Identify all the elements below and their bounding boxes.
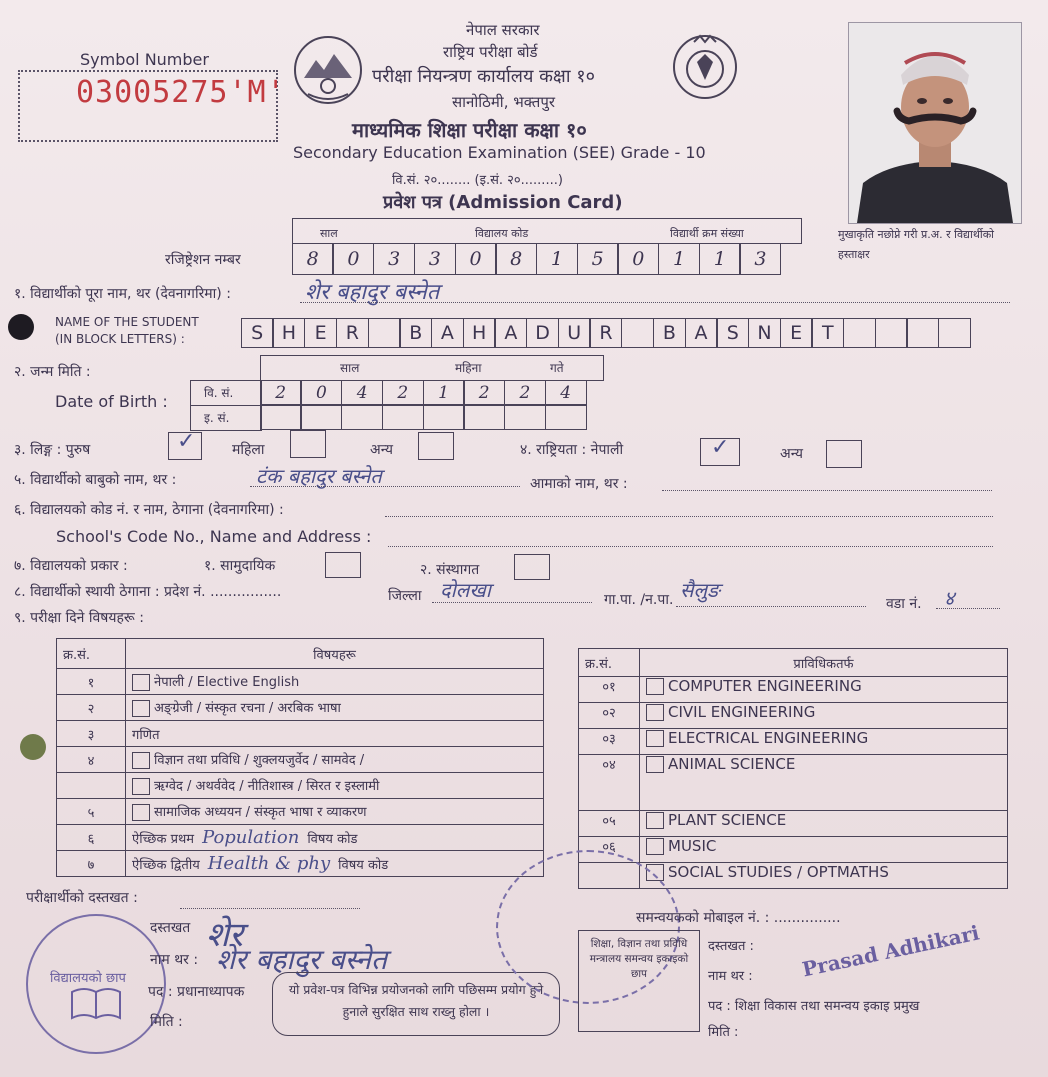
reg-digit: 1 — [658, 243, 700, 275]
name-letter-cell: B — [653, 318, 686, 348]
dob-ad-cell — [382, 405, 424, 430]
subject-text: CIVIL ENGINEERING — [668, 703, 816, 721]
col-header-subjects: विषयहरू — [126, 639, 544, 669]
row-subject — [640, 703, 1008, 729]
name-letter-cell: E — [304, 318, 337, 348]
name-letter-cell: R — [336, 318, 369, 348]
table-row — [579, 729, 1008, 755]
subject-code-label: विषय कोड — [338, 858, 389, 873]
subject-text: नेपाली / Elective English — [154, 675, 300, 690]
name-letter-cell — [875, 318, 908, 348]
check-mark-icon: ✓ — [177, 429, 196, 454]
coordinator-post: पद : शिक्षा विकास तथा समन्वय इकाइ प्रमुख — [708, 999, 920, 1014]
name-letter-cell: D — [526, 318, 559, 348]
gender-label: ३. लिङ्ग : पुरुष — [14, 442, 91, 458]
symbol-number-label: Symbol Number — [80, 50, 209, 69]
dob-ad-cell — [463, 405, 505, 430]
book-icon — [70, 986, 122, 1024]
reg-digit: 8 — [292, 243, 334, 275]
coordinator-date-label: मिति : — [708, 1025, 739, 1040]
exam-title-en: Secondary Education Examination (SEE) Grade - 10 — [293, 143, 706, 162]
dob-digit: 4 — [341, 380, 383, 405]
dob-digit: 0 — [300, 380, 342, 405]
dob-row-bs: वि. सं. — [204, 386, 234, 400]
head-post: पद : प्रधानाध्यापक — [148, 984, 245, 1000]
ward-label: वडा नं. — [886, 596, 922, 612]
office-stamp-text: शिक्षा, विज्ञान तथा प्रविधि मन्त्रालय समन्वय इकाइको छाप — [589, 938, 689, 980]
dob-ad-cell — [545, 405, 587, 430]
father-name: टंक बहादुर बस्नेत — [256, 464, 382, 488]
reg-digit: 3 — [414, 243, 456, 275]
name-letter-cell: E — [780, 318, 813, 348]
dob-digit: 2 — [463, 380, 505, 405]
mother-label: आमाको नाम, थर : — [530, 476, 628, 492]
name-letter-cell: S — [241, 318, 274, 348]
address-label: ८. विद्यार्थीको स्थायी ठेगाना : प्रदेश नं. ................ — [14, 584, 282, 600]
coordinator-mobile: समन्वयकको मोबाइल नं. : ............... — [636, 910, 841, 926]
row-sn: ३ — [57, 721, 126, 747]
reg-col-serial: विद्यार्थी क्रम संख्या — [670, 227, 744, 240]
table-row — [57, 799, 544, 825]
reg-digit: 3 — [373, 243, 415, 275]
subject-code-label: विषय कोड — [307, 832, 358, 847]
subject-text: गणित — [132, 727, 160, 743]
name-letter-cell — [621, 318, 654, 348]
dob-digit: 4 — [545, 380, 587, 405]
subject-text: अङ्ग्रेजी / संस्कृत रचना / अरबिक भाषा — [154, 701, 341, 716]
name-letter-cell: S — [716, 318, 749, 348]
subject-checkbox[interactable] — [132, 752, 150, 769]
dob-ad-cell — [341, 405, 383, 430]
subject-text: ऐच्छिक प्रथम — [132, 832, 195, 847]
name-letter-cell: A — [494, 318, 527, 348]
subject-text: ऋग्वेद / अथर्ववेद / नीतिशास्त्र / सिरत र इस्लामी — [154, 779, 380, 794]
row-sn: ०२ — [579, 703, 640, 729]
reg-digit: 1 — [536, 243, 578, 275]
registration-digits — [293, 243, 781, 275]
subjects-table-right — [578, 648, 1008, 889]
gender-female-label: महिला — [232, 442, 265, 458]
nationality-other-checkbox[interactable] — [826, 440, 862, 468]
photo-caption: मुखाकृति नछोप्ने गरी प्र.अ. र विद्यार्थीको हस्ताक्षर — [838, 228, 995, 261]
name-np-value: शेर बहादुर बस्नेत — [305, 280, 440, 305]
exam-board-logo-icon — [670, 32, 740, 102]
reg-digit: 5 — [577, 243, 619, 275]
table-row — [57, 825, 544, 851]
name-np-label: १. विद्यार्थीको पूरा नाम, थर (देवनागरिमा) : — [14, 286, 231, 302]
row-sn: १ — [57, 669, 126, 695]
check-mark-icon: ✓ — [711, 435, 730, 460]
row-sn: ०५ — [579, 811, 640, 837]
gender-other-checkbox[interactable] — [418, 432, 454, 460]
name-letter-cell: H — [463, 318, 496, 348]
ward-value: ४ — [944, 586, 955, 610]
municipality-value: सैलुङ — [680, 578, 720, 602]
table-row — [579, 677, 1008, 703]
col-header-technical: प्राविधिकतर्फ — [640, 649, 1008, 677]
name-letter-cell: R — [589, 318, 622, 348]
row-subject — [640, 863, 1008, 889]
row-subject — [640, 811, 1008, 837]
reg-col-year: साल — [320, 227, 338, 240]
district-label: जिल्ला — [388, 588, 422, 604]
name-letter-cell: U — [558, 318, 591, 348]
subject-checkbox[interactable] — [132, 804, 150, 821]
dob-ad-cell — [423, 405, 465, 430]
row-sn: ४ — [57, 747, 126, 773]
father-label: ५. विद्यार्थीको बाबुको नाम, थर : — [14, 472, 177, 488]
dob-digit: 2 — [260, 380, 302, 405]
dob-row-ad: इ. सं. — [204, 411, 230, 425]
table-row — [57, 851, 544, 877]
row-subject — [640, 837, 1008, 863]
subject-text: ऐच्छिक द्वितीय — [132, 858, 200, 873]
header-line1: नेपाल सरकार — [466, 21, 540, 39]
row-subject — [126, 721, 544, 747]
school-stamp — [26, 914, 166, 1054]
row-sn: ६ — [57, 825, 126, 851]
name-letter-cell — [938, 318, 971, 348]
row-sn: ७ — [57, 851, 126, 877]
dob-digit: 2 — [382, 380, 424, 405]
gender-male-checkbox[interactable] — [168, 429, 202, 460]
elective-subject: Population — [202, 827, 300, 848]
subject-text: MUSIC — [668, 837, 717, 855]
coordinator-name: Prasad Adhikari — [800, 920, 982, 982]
reg-digit: 1 — [699, 243, 741, 275]
municipality-label: गा.पा. /न.पा. — [604, 592, 674, 608]
col-header-sn: क्र.सं. — [57, 639, 126, 669]
subject-text: PLANT SCIENCE — [668, 811, 787, 829]
school-type-2: २. संस्थागत — [420, 562, 480, 578]
dob-ad-cell — [300, 405, 342, 430]
dob-label-np: २. जन्म मिति : — [14, 364, 91, 380]
name-en-label: NAME OF THE STUDENT — [55, 315, 199, 329]
school-type-2-checkbox[interactable] — [514, 554, 550, 580]
header-line4: सानोठिमी, भक्तपुर — [452, 93, 556, 111]
office-stamp-box — [578, 930, 700, 1032]
name-letter-cell: H — [272, 318, 305, 348]
subjects-label: ९. परीक्षा दिने विषयहरू : — [14, 610, 144, 626]
table-row — [57, 773, 544, 799]
dob-label-en: Date of Birth : — [55, 392, 168, 411]
reg-digit: 0 — [332, 243, 374, 275]
school-type-1: १. सामुदायिक — [204, 558, 276, 574]
nationality-other-label: अन्य — [780, 446, 803, 462]
subjects-table-left — [56, 638, 544, 877]
dob-col-month: महिना — [455, 361, 482, 375]
head-sign-label: दस्तखत — [150, 920, 191, 936]
notice-text: यो प्रवेश-पत्र विभिन्न प्रयोजनको लागि पछिसम्म प्रयोग हुने हुनाले सुरक्षित साथ राख्नु होला । — [288, 982, 544, 1019]
table-row — [57, 695, 544, 721]
dob-ad-cell — [504, 405, 546, 430]
nepal-emblem-icon — [292, 34, 364, 106]
registration-header-row — [292, 218, 802, 244]
subject-text: COMPUTER ENGINEERING — [668, 677, 862, 695]
dob-ad-digits — [261, 405, 587, 430]
col-header-sn: क्र.सं. — [579, 649, 640, 677]
table-row — [579, 703, 1008, 729]
subject-checkbox[interactable] — [646, 730, 664, 747]
reg-digit: 8 — [495, 243, 537, 275]
name-letter-cell: A — [685, 318, 718, 348]
punch-hole — [20, 734, 46, 760]
subject-checkbox[interactable] — [646, 812, 664, 829]
name-letter-cell: A — [431, 318, 464, 348]
row-subject — [640, 729, 1008, 755]
elective-subject: Health & phy — [207, 853, 331, 874]
registration-label: रजिष्ट्रेशन नम्बर — [165, 252, 241, 268]
row-subject — [126, 669, 544, 695]
subject-checkbox[interactable] — [132, 700, 150, 717]
row-sn: ०३ — [579, 729, 640, 755]
name-letter-cell — [368, 318, 401, 348]
dob-digit: 2 — [504, 380, 546, 405]
row-sn: ५ — [57, 799, 126, 825]
row-subject — [126, 773, 544, 799]
row-subject — [126, 747, 544, 773]
student-photo — [848, 22, 1022, 224]
school-type-label: ७. विद्यालयको प्रकार : — [14, 558, 128, 574]
header-line2: राष्ट्रिय परीक्षा बोर्ड — [443, 43, 538, 61]
school-label-np: ६. विद्यालयको कोड नं. र नाम, ठेगाना (देवनागरिमा) : — [14, 502, 284, 518]
school-type-1-checkbox[interactable] — [325, 552, 361, 578]
subject-checkbox[interactable] — [646, 838, 664, 855]
row-subject — [640, 677, 1008, 703]
header-line3: परीक्षा नियन्त्रण कार्यालय कक्षा १० — [372, 66, 595, 87]
name-letter-cell: N — [748, 318, 781, 348]
subject-text: सामाजिक अध्ययन / संस्कृत भाषा र व्याकरण — [154, 805, 367, 820]
head-signature: शेर — [206, 915, 244, 955]
head-date-label: मिति : — [150, 1014, 183, 1030]
symbol-number-value: 03005275'M' — [76, 75, 286, 110]
name-letter-cell: T — [811, 318, 844, 348]
name-letter-cell: B — [399, 318, 432, 348]
nationality-nepali-checkbox[interactable] — [700, 435, 740, 466]
row-sn: २ — [57, 695, 126, 721]
row-subject — [126, 825, 544, 851]
subject-checkbox[interactable] — [132, 674, 150, 691]
nationality-label: ४. राष्ट्रियता : नेपाली — [520, 442, 624, 458]
school-stamp-text: विद्यालयको छाप — [50, 971, 126, 986]
table-row — [57, 721, 544, 747]
row-subject — [640, 755, 1008, 811]
dob-col-year: साल — [340, 361, 360, 375]
row-sn — [57, 773, 126, 799]
gender-other-label: अन्य — [370, 442, 393, 458]
year-line: वि.सं. २०........ (इ.सं. २०.........) — [392, 173, 563, 188]
subject-checkbox[interactable] — [132, 778, 150, 795]
row-sn: ०४ — [579, 755, 640, 811]
coordinator-sign-label: दस्तखत : — [708, 939, 754, 954]
gender-female-checkbox[interactable] — [290, 430, 326, 458]
head-name-label: नाम थर : — [150, 952, 199, 968]
reg-digit: 3 — [739, 243, 781, 275]
notice-box — [272, 972, 560, 1036]
coordinator-name-label: नाम थर : — [708, 969, 753, 984]
table-row — [57, 669, 544, 695]
table-row — [579, 755, 1008, 811]
subject-text: ANIMAL SCIENCE — [668, 755, 796, 773]
district-value: दोलखा — [440, 578, 491, 602]
punch-hole — [8, 314, 34, 340]
table-row — [579, 811, 1008, 837]
subject-checkbox[interactable] — [646, 756, 664, 773]
table-row — [57, 747, 544, 773]
school-label-en: School's Code No., Name and Address : — [56, 527, 372, 546]
row-sn: ०६ — [579, 837, 640, 863]
reg-digit: 0 — [617, 243, 659, 275]
name-letter-cell — [843, 318, 876, 348]
subject-checkbox[interactable] — [646, 704, 664, 721]
row-subject — [126, 799, 544, 825]
row-subject — [126, 851, 544, 877]
admission-card-title: प्रवेश पत्र (Admission Card) — [383, 192, 623, 213]
subject-text: SOCIAL STUDIES / OPTMATHS — [668, 863, 889, 881]
name-block-letters — [242, 318, 971, 348]
name-en-label-2: (IN BLOCK LETTERS) : — [55, 332, 185, 346]
subject-text: विज्ञान तथा प्रविधि / शुक्लयजुर्वेद / सामवेद / — [154, 753, 365, 768]
dob-table — [190, 355, 604, 430]
dob-ad-cell — [260, 405, 302, 430]
dob-digit: 1 — [423, 380, 465, 405]
row-sn: ०१ — [579, 677, 640, 703]
dob-col-day: गते — [550, 361, 564, 375]
name-letter-cell — [906, 318, 939, 348]
exam-title-np: माध्यमिक शिक्षा परीक्षा कक्षा १० — [352, 118, 587, 142]
reg-col-school: विद्यालय कोड — [475, 227, 529, 240]
subject-checkbox[interactable] — [646, 678, 664, 695]
row-subject — [126, 695, 544, 721]
dob-bs-digits — [261, 380, 587, 405]
reg-digit: 0 — [455, 243, 497, 275]
head-name: शेर बहादुर बस्नेत — [216, 943, 387, 976]
subject-text: ELECTRICAL ENGINEERING — [668, 729, 869, 747]
table-row — [579, 837, 1008, 863]
examinee-signature-label: परीक्षार्थीको दस्तखत : — [26, 890, 138, 906]
